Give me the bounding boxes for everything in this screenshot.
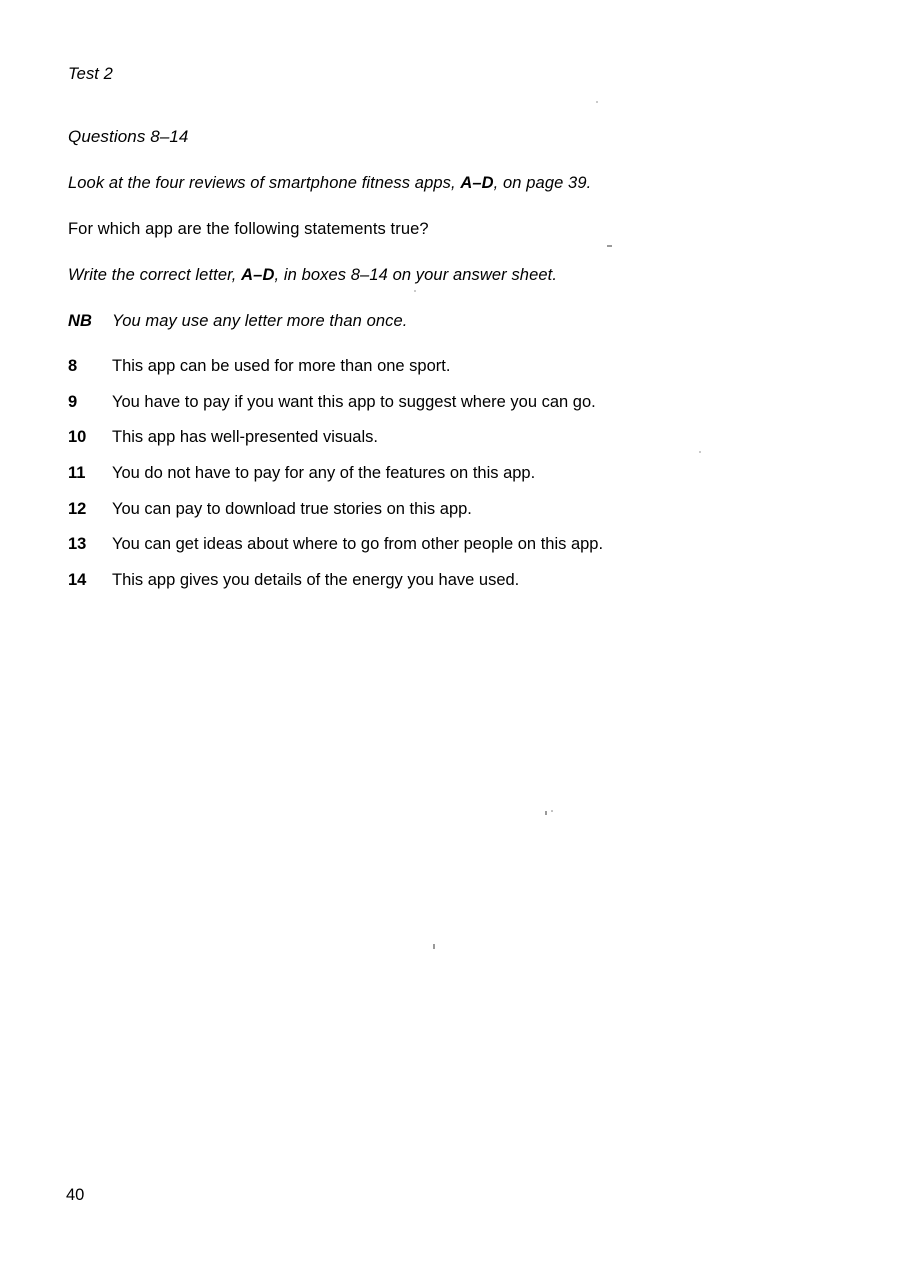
question-text: You can get ideas about where to go from other people on this app. [112,535,604,554]
question-item [68,356,848,392]
question-number: 11 [68,464,86,483]
scan-speckle [433,944,435,949]
scan-speckle [607,245,612,247]
instruction-write-emphasis: A–D [241,266,275,284]
question-item [68,463,848,499]
question-number: 9 [68,392,78,411]
instruction-write-correct-letter [68,265,557,286]
question-number: 14 [68,571,87,590]
question-text: You have to pay if you want this app to suggest where you can go. [112,392,596,411]
question-item [68,392,848,428]
question-item [68,499,848,535]
question-text: This app can be used for more than one sport. [112,357,451,375]
running-head: Test 2 [68,65,113,83]
instruction-look-at-reviews [68,173,591,194]
question-number: 13 [68,535,87,554]
instruction-look-before: Look at the four reviews of smartphone fitness apps, [68,174,461,192]
question-item [68,570,848,606]
question-text: This app has well-presented visuals. [112,428,378,447]
question-list [68,356,848,606]
question-number: 12 [68,499,87,518]
question-text: You can pay to download true stories on this app. [112,499,472,518]
question-number: 8 [68,357,78,375]
question-item [68,534,848,570]
scan-speckle [596,101,598,103]
question-number: 10 [68,428,87,447]
instruction-write-part2: , in boxes 8–14 on your answer sheet. [274,266,558,284]
nota-bene-label: NB [68,312,93,330]
page-number: 40 [66,1186,85,1204]
instruction-look-emphasis: A–D [460,174,494,192]
instruction-look-after: , on page 39. [493,174,592,192]
question-item [68,427,848,463]
scan-speckle [414,290,416,292]
question-text: This app gives you details of the energy you have used. [112,571,520,590]
section-heading: Questions 8–14 [68,127,189,146]
instruction-for-which-app: For which app are the following statements true? [68,220,429,238]
scan-speckle [551,810,553,812]
nota-bene-note [68,311,407,332]
scan-speckle [545,811,547,815]
nota-bene-text: You may use any letter more than once. [112,312,408,330]
instruction-write-part1: Write the correct letter, [68,266,242,284]
question-text: You do not have to pay for any of the features on this app. [112,464,536,483]
